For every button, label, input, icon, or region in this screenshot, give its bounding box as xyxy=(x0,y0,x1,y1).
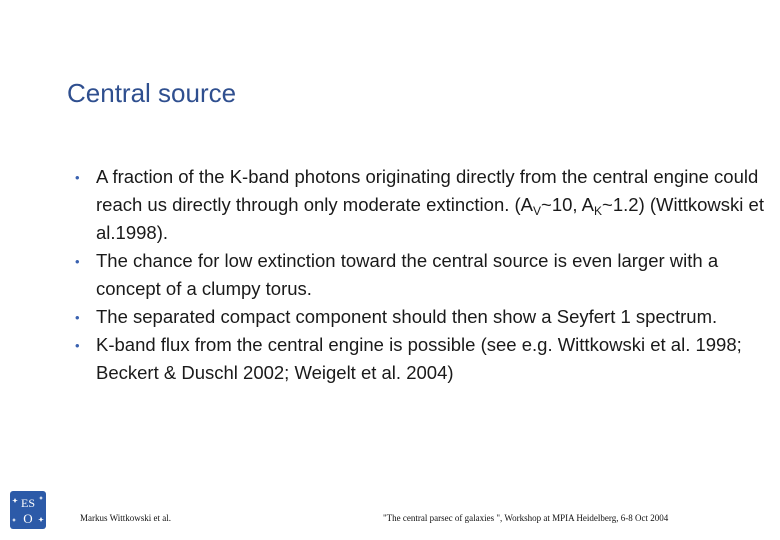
bullet-list xyxy=(75,163,765,387)
bullet-marker: • xyxy=(75,254,80,269)
bullet-item xyxy=(75,303,765,331)
bullet-text xyxy=(96,331,765,387)
bullet-text xyxy=(96,303,765,331)
bullet-item xyxy=(75,163,765,247)
text-run: The separated compact component should then show a Seyfert 1 spectrum. xyxy=(96,306,718,327)
slide-title: Central source xyxy=(67,78,237,108)
subscript: K xyxy=(594,204,603,218)
svg-text:ES: ES xyxy=(20,496,36,510)
text-run: ~10, A xyxy=(541,194,595,215)
footer-author: Markus Wittkowski et al. xyxy=(80,513,171,523)
subscript: V xyxy=(533,204,542,218)
text-run: A fraction of the K-band photons originating directly from the central engine could reach us directly through only moderate extinction. (A xyxy=(96,166,759,215)
svg-text:O: O xyxy=(23,511,33,526)
bullet-item xyxy=(75,247,765,303)
text-run: The chance for low extinction toward the central source is even larger with a concept of a clumpy torus. xyxy=(96,250,719,299)
bullet-marker: • xyxy=(75,170,80,185)
bullet-text xyxy=(96,163,765,247)
footer-event: "The central parsec of galaxies ", Workshop at MPIA Heidelberg, 6-8 Oct 2004 xyxy=(383,513,669,523)
bullet-marker: • xyxy=(75,310,80,325)
text-run: ~1.2) (Wittkowski et al.1998). xyxy=(96,194,764,243)
text-run: K-band flux from the central engine is possible (see e.g. Wittkowski et al. 1998; Beckert & Duschl 2002; Weigelt et al. 2004) xyxy=(96,334,742,383)
eso-logo-icon xyxy=(8,488,48,532)
bullet-marker: • xyxy=(75,338,80,353)
bullet-text xyxy=(96,247,765,303)
bullet-item xyxy=(75,331,765,387)
